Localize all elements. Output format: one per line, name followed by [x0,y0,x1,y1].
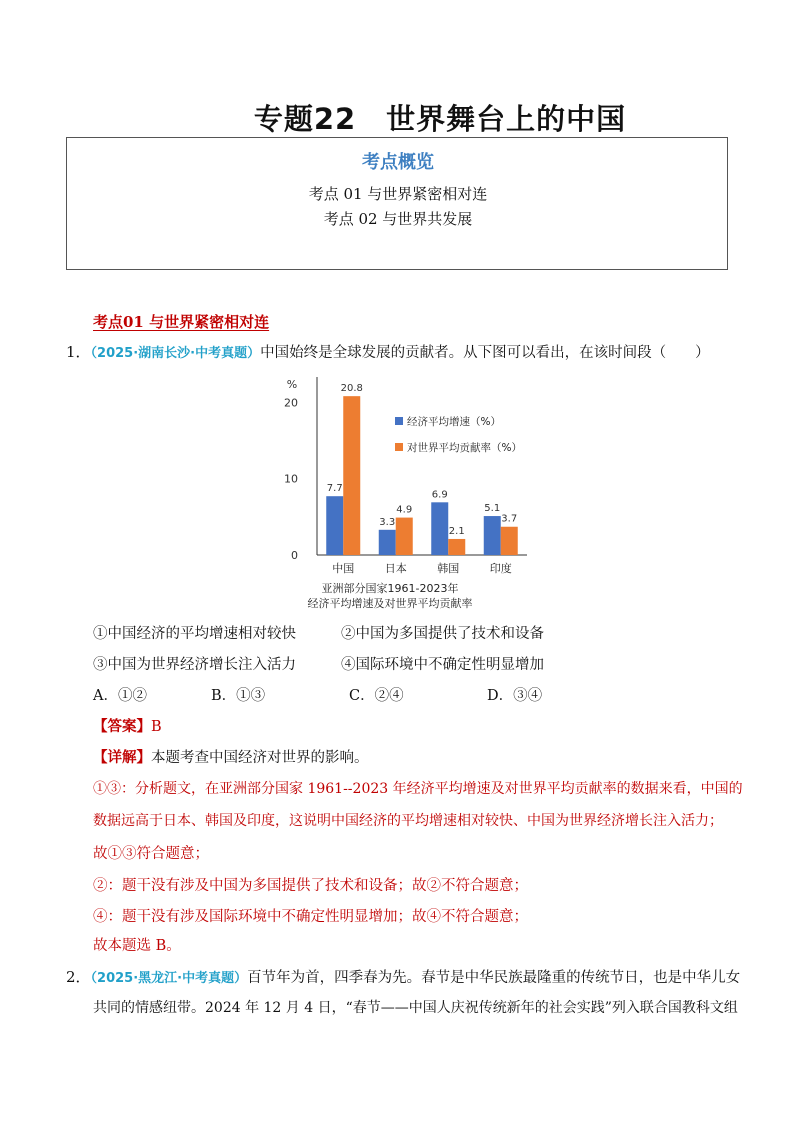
question-2-stem-line [66,966,740,987]
bar-中国-0 [326,496,343,555]
explain-line [93,746,369,767]
explain-text-line: ④：题干没有涉及国际环境中不确定性明显增加；故④不符合题意； [93,909,528,925]
explain-text-line: ②：题干没有涉及中国为多国提供了技术和设备；故②不符合题意； [93,878,528,894]
bar-印度-1 [501,527,518,555]
explain-text-line: 故本题选 B。 [93,938,181,954]
question-stem: 百节年为首，四季春为先。春节是中华民族最隆重的传统节日，也是中华儿女 [247,970,741,986]
overview-heading: 考点概览 [362,152,434,173]
explain-intro: 本题考查中国经济对世界的影响。 [151,750,369,766]
y-tick-label: 0 [291,549,298,562]
bar-韩国-0 [431,502,448,555]
data-label: 2.1 [448,525,465,537]
overview-box [66,137,728,270]
legend-swatch [395,417,403,425]
statement-2: ②中国为多国提供了技术和设备 [341,626,544,642]
question-1-stem-line [66,341,710,362]
question-source: （2025·湖南长沙·中考真题） [90,346,261,361]
bar-日本-1 [396,518,413,555]
question-stem: 中国始终是全球发展的贡献者。从下图可以看出，在该时间段（ ） [260,345,710,361]
option-b: B．①③ [211,688,266,704]
data-label: 20.8 [340,383,363,395]
explain-label: 【详解】 [93,749,151,766]
legend-label: 经济平均增速（%） [407,416,501,428]
statement-1: ①中国经济的平均增速相对较快 [93,626,296,642]
statement-4: ④国际环境中不确定性明显增加 [341,657,544,673]
page-title: 专题22 世界舞台上的中国 [253,102,627,136]
question-number: 1． [66,343,91,361]
data-label: 3.7 [501,513,518,525]
chart-caption-line-1: 亚洲部分国家1961-2023年 [321,582,459,595]
data-label: 6.9 [431,489,448,501]
answer-value: B [151,719,162,735]
explain-text-line: 数据远高于日本、韩国及印度，这说明中国经济的平均增速相对较快、中国为世界经济增长注入活力； [93,813,723,829]
option-c: C．②④ [349,688,404,704]
overview-item: 考点 02 与世界共发展 [323,210,473,228]
y-axis-unit: % [286,378,298,391]
data-label: 3.3 [379,516,396,528]
x-tick-label: 韩国 [437,562,460,575]
question-source: （2025·黑龙江·中考真题） [90,971,248,986]
bar-印度-0 [484,516,501,555]
data-label: 4.9 [396,504,413,516]
bar-韩国-1 [448,539,465,555]
x-tick-label: 中国 [332,562,355,575]
data-label: 5.1 [484,503,501,515]
option-d: D．③④ [487,688,543,704]
explain-text-line: 故①③符合题意； [93,846,209,862]
x-tick-label: 印度 [489,562,512,575]
answer-label: 【答案】 [93,718,151,735]
data-label: 7.7 [326,483,343,495]
legend-label: 对世界平均贡献率（%） [407,442,522,454]
legend-swatch [395,443,403,451]
section-heading: 考点01 与世界紧密相对连 [93,313,270,331]
option-a: A．①② [93,688,147,704]
y-tick-label: 10 [284,472,298,486]
statement-3: ③中国为世界经济增长注入活力 [93,657,296,673]
chart-caption-line-2: 经济平均增速及对世界平均贡献率 [307,597,473,610]
bar-日本-0 [379,530,396,555]
bar-中国-1 [343,396,360,555]
explain-text-line: ①③：分析题文，在亚洲部分国家 1961--2023 年经济平均增速及对世界平均贡献率的数据来看，中国的 [93,781,743,797]
x-tick-label: 日本 [384,562,407,575]
bar-chart [275,371,540,616]
y-tick-label: 20 [284,396,298,410]
answer-line [93,715,162,736]
question-number: 2． [66,968,91,986]
overview-item: 考点 01 与世界紧密相对连 [308,185,488,203]
question-2-stem-line-2: 共同的情感纽带。2024 年 12 月 4 日，“春节——中国人庆祝传统新年的社会实践”列入联合国教科文组 [93,1000,738,1016]
